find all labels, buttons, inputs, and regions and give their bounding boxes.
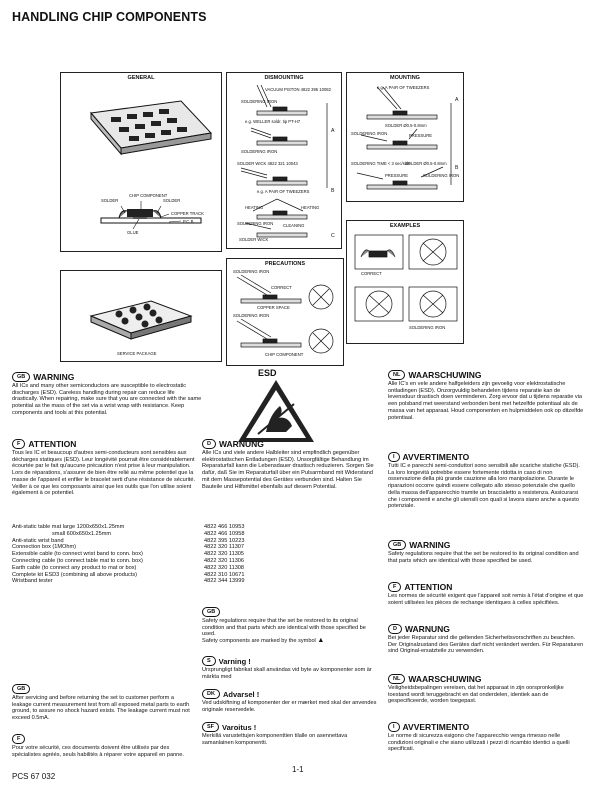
part-name: Complete kit ESD3 (combining all above products) xyxy=(12,571,137,578)
general-label-solder: SOLDER xyxy=(101,198,119,203)
dismount-label-9: CLEANING xyxy=(283,223,305,228)
i-right-body: Le norme di sicurezza esigono che l'apparecchio venga rimesso nelle condizioni originali e che siano utilizzati i pezzi di ricambio identici a quelli specificati. xyxy=(388,733,570,753)
part-name: Wristband tester xyxy=(12,578,53,585)
nl-right-heading xyxy=(388,674,482,684)
gb-mid-note-text: Safety components are marked by the symbol xyxy=(202,638,316,644)
examples-title: EXAMPLES xyxy=(389,223,421,229)
f-pour-tag: F xyxy=(12,734,25,744)
mount-label-2: SOLDERING IRON xyxy=(351,131,388,136)
s-varning-title: Varning ! xyxy=(218,656,251,666)
d-right-heading xyxy=(388,624,450,634)
precautions-label-4: CHIP COMPONENT xyxy=(265,352,304,357)
dismount-label-0: VACUUM PISTON 4822 395 10082 xyxy=(265,87,331,92)
i-right-heading xyxy=(388,722,469,732)
examples-illustration xyxy=(347,221,463,343)
f-pour-body: Pour votre sécurité, ces documents doivent être utilisés par des spécialistes agréés, seuls habilités à réparer votre appareil en panne. xyxy=(12,745,184,758)
part-code: 4822 320 11305 xyxy=(204,551,245,558)
parts-names xyxy=(12,524,212,585)
part-name: Anti-static table mat large 1200x650x1.25mm xyxy=(12,524,125,530)
gb-warning-heading xyxy=(12,372,74,382)
dismount-marker-b: B xyxy=(331,188,335,194)
part-code: 4822 320 11308 xyxy=(204,564,245,571)
d-warnung-heading xyxy=(202,439,264,449)
f-tag: F xyxy=(12,439,25,449)
general-illustration xyxy=(61,73,221,251)
gb-after-body: After servicing and before returning the set to customer perform a leakage current measurement test from all exposed metal parts to earth ground, to assure no shock hazard exists. The leakage current must not exceed 0.5mA. xyxy=(12,695,190,722)
precautions-illustration xyxy=(227,259,343,365)
part-name: small 600x650x1.25mm xyxy=(52,530,112,537)
general-label-pcb: P.C.B. xyxy=(183,219,195,224)
service-package-illustration xyxy=(61,271,221,361)
f-right-tag: F xyxy=(388,582,401,592)
nl-warning-body: Alle IC's en vele andere halfgeleiders zijn gevoelig voor elektrostatische ontladingen (ESD). Onzorgvuldig behandelen tijdens reparatie kan de levensduur drastisch doen verminderen. Zorg ervoor dat u tijdens reparatie via een polsband met weerstand verbonden bent met hetzelfde potentiaal als de massa van het apparaat. Houd componenten en hulpmiddelen ook op ditzelfde potentiaal. xyxy=(388,381,584,421)
page-title: HANDLING CHIP COMPONENTS xyxy=(12,10,207,24)
general-diagram xyxy=(60,72,222,252)
f-pour-heading xyxy=(12,734,28,744)
f-attention-heading xyxy=(12,439,76,449)
dismount-label-3: SOLDERING IRON xyxy=(241,149,278,154)
examples-label-iron: SOLDERING IRON xyxy=(409,325,446,330)
examples-label-correct: CORRECT xyxy=(361,271,382,276)
d-right-tag: D xyxy=(388,624,402,634)
mount-marker-b: B xyxy=(455,165,459,171)
mount-label-1: SOLDER Ø0.5-0.8mm xyxy=(385,123,427,128)
sf-varoitus-body: Merkillä varustettujen komponenttien tilalle on asennettava samanlainen komponentti. xyxy=(202,733,348,746)
gb-tag: GB xyxy=(12,372,30,382)
gb-right-tag: GB xyxy=(388,540,406,550)
gb-warning-body: All ICs and many other semiconductors are susceptible to electrostatic discharges (ESD). Careless handling during repair can reduce life drastically. When repairing, make sure that you are connected with the same potential as the mass of the set via a wrist wrap with resistance. Keep components and tools at this potential. xyxy=(12,383,202,416)
general-label-chip: CHIP COMPONENT xyxy=(129,193,168,198)
i-avvertimento-heading xyxy=(388,452,469,462)
s-varning-heading xyxy=(202,656,251,666)
i-right-tag: I xyxy=(388,722,400,732)
dk-advarsel-heading xyxy=(202,689,259,699)
general-title: GENERAL xyxy=(127,75,155,81)
mount-label-3: PRESSURE xyxy=(409,133,433,138)
dismount-marker-c: C xyxy=(331,233,335,239)
dismount-label-7: HEATING xyxy=(301,205,320,210)
mounting-title: MOUNTING xyxy=(390,75,420,81)
mounting-diagram xyxy=(346,72,464,202)
nl-warning-title: WAARSCHUWING xyxy=(408,370,482,380)
f-right-heading xyxy=(388,582,452,592)
mount-label-4: SOLDERING TIME < 3 sec/side xyxy=(351,161,411,166)
mounting-illustration xyxy=(347,73,463,201)
service-package-diagram xyxy=(60,270,222,362)
dismounting-diagram xyxy=(226,72,342,249)
mount-label-5: SOLDER Ø0.5-0.8mm xyxy=(405,161,447,166)
gb-mid-tag: GB xyxy=(202,607,220,617)
dismount-label-6: HEATING xyxy=(245,205,264,210)
gb-right-heading xyxy=(388,540,450,550)
i-avvertimento-body: Tutti IC e parecchi semi-conduttori sono sensibili alle scariche statiche (ESD). La loro longevità potrebbe essere fortemente ridotta in caso di non osservazione della più grande cauzione alla loro manipolazione. Durante le riparazioni occorre quindi essere collegato allo stesso potenziale che quello della massa dell'apparecchio tramite un braccialetto a resistenza. Assicurarsi che i componenti e anche gli utensili con quali si lavora siano anche a questo potenziale. xyxy=(388,463,580,510)
dismount-label-8: SOLDERING IRON xyxy=(237,221,274,226)
dismounting-title: DISMOUNTING xyxy=(264,75,304,81)
nl-tag: NL xyxy=(388,370,405,380)
examples-diagram xyxy=(346,220,464,344)
f-right-body: Les normes de sécurité exigent que l'appareil soit remis à l'état d'origine et que soient utilisées les pièces de rechange identiques à celles spécifiées. xyxy=(388,593,584,606)
dismount-label-10: SOLDER WICK xyxy=(239,237,269,242)
gb-mid-body: Safety regulations require that the set be restored to its original condition and that parts which are identical with those specified be used. xyxy=(202,618,366,638)
nl-right-tag: NL xyxy=(388,674,405,684)
dk-advarsel-body: Ved udskiftning af komponenter der er mærket med skal der anvendes originale reservedele. xyxy=(202,700,377,713)
esd-icon xyxy=(236,378,316,444)
dismount-label-2: e.g. WELLER soldr. tip PT-H7 xyxy=(245,119,301,124)
parts-codes xyxy=(204,524,274,585)
gb-mid-heading xyxy=(202,607,223,617)
mount-label-6: PRESSURE xyxy=(385,173,409,178)
mount-marker-a: A xyxy=(455,97,459,103)
service-package-label: SERVICE PACKAGE xyxy=(117,351,157,356)
i-avvertimento-title: AVVERTIMENTO xyxy=(402,452,470,462)
nl-right-title: WAARSCHUWING xyxy=(408,674,482,684)
part-code: 4822 344 13999 xyxy=(204,578,245,585)
sf-varoitus-heading xyxy=(202,722,256,732)
footer-page-number: 1-1 xyxy=(292,765,304,774)
part-code: 4822 466 10953 xyxy=(204,524,245,530)
s-varning-body: Ursprungligt fabrikat skall användas vid byte av komponenter som är märkta med xyxy=(202,667,372,680)
part-code: 4822 466 10958 xyxy=(204,530,245,537)
gb-mid-note xyxy=(202,638,380,645)
dismount-label-4: SOLDER WICK 4822 321 10043 xyxy=(237,161,298,166)
s-tag: S xyxy=(202,656,216,666)
f-attention-body: Tous les IC et beaucoup d'autres semi-conducteurs sont sensibles aux décharges statiques (ESD). Leur longévité pourrait être considérablement écourtée par le fait qu'aucune précaution n'est prise à leur manipulation. Lors de réparations, s'assurer de bien être relié au même potentiel que la masse de l'appareil et enfiler le bracelet serti d'une résistance de sécurité. Veiller à ce que les composants ainsi que les outils que l'on utilise soient également à ce potentiel. xyxy=(12,450,196,497)
dismount-marker-a: A xyxy=(331,128,335,134)
precautions-label-2: COPPER SPACE xyxy=(257,305,290,310)
part-code: 4822 310 10671 xyxy=(204,571,245,578)
footer-doc-number: PCS 67 032 xyxy=(12,772,56,781)
part-code: 4822 320 11306 xyxy=(204,557,245,564)
part-code: 4822 395 10223 xyxy=(204,537,245,544)
dismount-label-5: e.g. A PAIR OF TWEEZERS xyxy=(257,189,310,194)
precautions-label-1: CORRECT xyxy=(271,285,292,290)
precautions-diagram xyxy=(226,258,344,366)
esd-label: ESD xyxy=(258,368,277,378)
part-name: Connecting cable (to connect table mat to conn. box) xyxy=(12,557,143,564)
d-warnung-title: WARNUNG xyxy=(218,439,264,449)
nl-right-body: Veiligheidsbepalingen vereisen, dat het apparaat in zijn oorspronkelijke toestand wordt teruggebracht en dat onderdelen, identiek aan de gespecificeerde, worden toegepast. xyxy=(388,685,564,705)
precautions-label-3: SOLDERING IRON xyxy=(233,313,270,318)
d-right-title: WARNUNG xyxy=(404,624,450,634)
gb-right-body: Safety regulations require that the set be restored to its original condition and that parts which are identical with those specified be used. xyxy=(388,551,579,564)
d-right-body: Bei jeder Reparatur sind die geltenden Sicherheitsvorschriften zu beachten. Der Originalzustand des Gerätes darf nicht verändert werden. Für Reparaturen sind Original-ersatzteile zu verwenden. xyxy=(388,635,584,655)
mount-label-7: SOLDERING IRON xyxy=(423,173,460,178)
general-label-glue: GLUE xyxy=(127,230,139,235)
f-attention-title: ATTENTION xyxy=(28,439,77,449)
gb-after-tag: GB xyxy=(12,684,30,694)
f-right-title: ATTENTION xyxy=(404,582,453,592)
sf-tag: SF xyxy=(202,722,219,732)
dk-tag: DK xyxy=(202,689,220,699)
precautions-label-0: SOLDERING IRON xyxy=(233,269,270,274)
part-name: Earth cable (to connect any product to mat or box) xyxy=(12,564,137,571)
d-tag: D xyxy=(202,439,216,449)
sf-varoitus-title: Varoitus ! xyxy=(222,722,257,732)
general-label-copper: COPPER TRACK xyxy=(171,211,204,216)
i-right-title: AVVERTIMENTO xyxy=(402,722,470,732)
precautions-title: PRECAUTIONS xyxy=(264,261,306,267)
gb-after-heading xyxy=(12,684,33,694)
gb-right-title: WARNING xyxy=(409,540,451,550)
i-tag: I xyxy=(388,452,400,462)
d-warnung-body: Alle ICs und viele andere Halbleiter sind empfindlich gegenüber elektrostatischen Entladungen (ESD). Unsorgfältige Behandlung im Reparaturfall kann die Lebensdauer drastisch reduzieren. Sorgen Sie dafür, daß Sie im Reparaturfall über ein Pulsarmband mit Widerstand mit dem Massepotential des Gerätes verbunden sind. Halten Sie Bauteile und Hilfsmittel ebenfalls auf diesem Potential. xyxy=(202,450,374,490)
dk-advarsel-title: Advarsel ! xyxy=(222,689,260,699)
general-label-solder-2: SOLDER xyxy=(163,198,181,203)
mount-label-0: e.g. A PAIR OF TWEEZERS xyxy=(377,85,430,90)
gb-warning-title: WARNING xyxy=(33,372,75,382)
part-code: 4822 320 11307 xyxy=(204,544,245,551)
warning-triangle-icon: ▲ xyxy=(317,637,325,644)
dismount-label-1: SOLDERING IRON xyxy=(241,99,278,104)
nl-warning-heading xyxy=(388,370,482,380)
part-name: Extensible cable (to connect wrist band to conn. box) xyxy=(12,551,143,558)
part-name: Anti-static wrist band xyxy=(12,537,64,544)
part-name: Connection box (1MOhm) xyxy=(12,544,77,551)
